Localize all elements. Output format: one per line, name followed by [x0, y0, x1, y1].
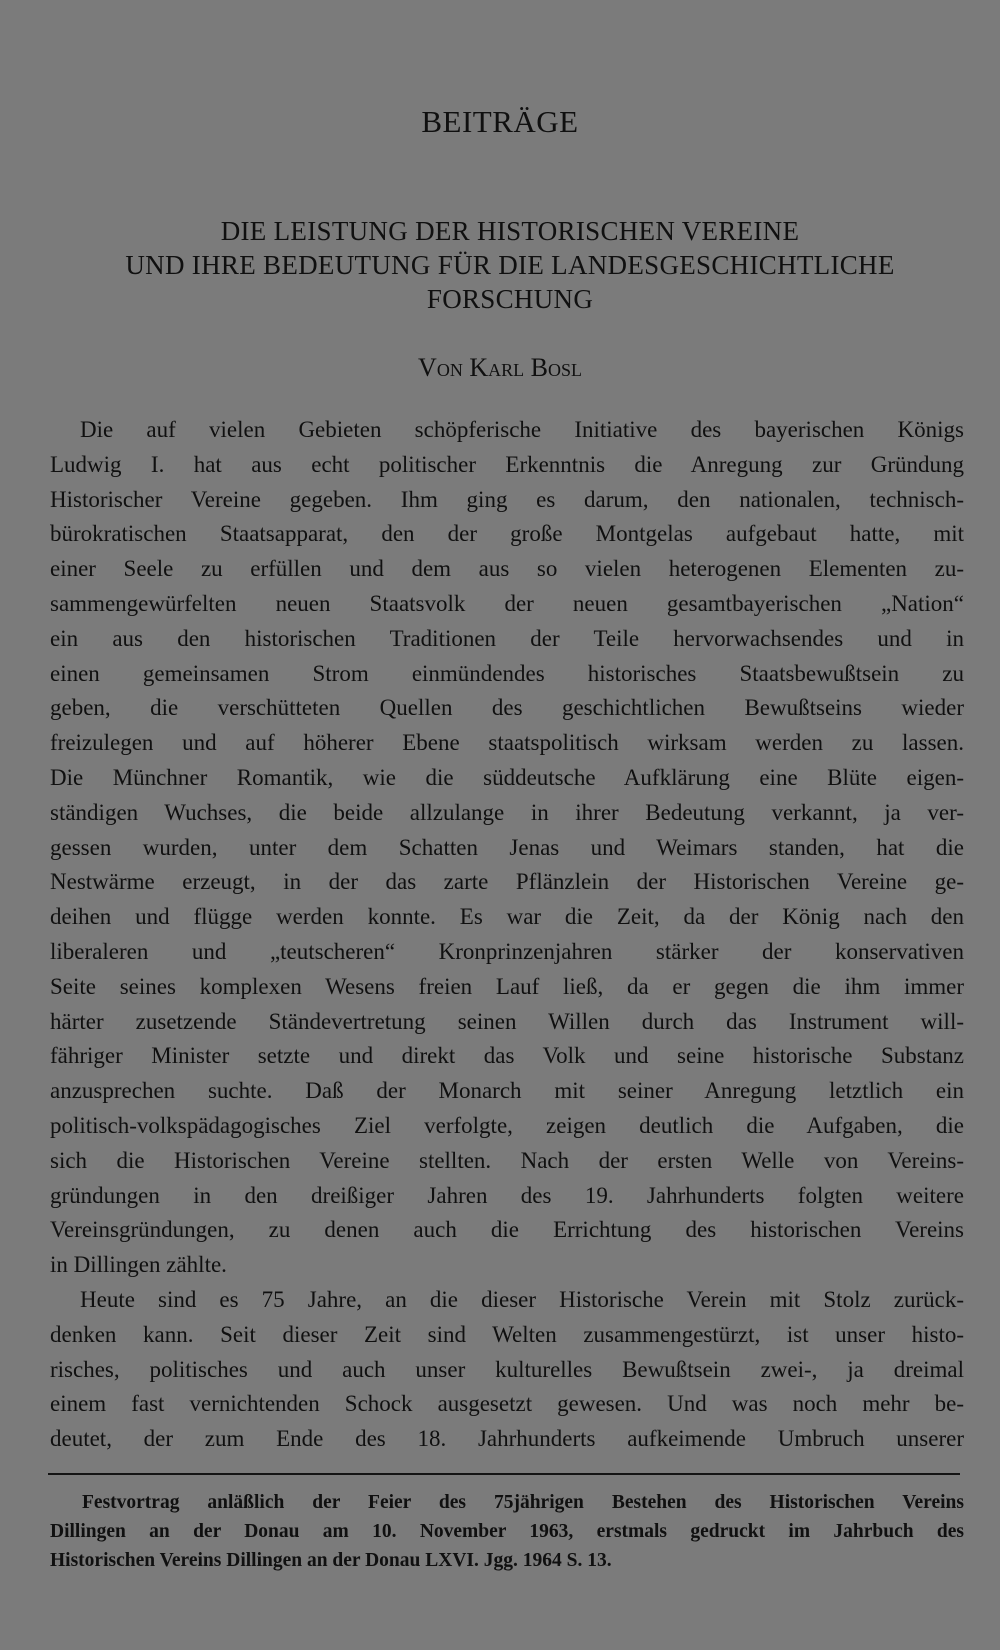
- text-line: gessen wurden, unter dem Schatten Jenas und Weimars standen, hat die: [50, 834, 964, 860]
- text-line: ständigen Wuchses, die beide allzulange in ihrer Bedeutung verkannt, ja ver-: [50, 799, 964, 825]
- text-line: freizulegen und auf höherer Ebene staatspolitisch wirksam werden zu lassen.: [50, 730, 964, 756]
- text-line: politisch-volkspädagogisches Ziel verfolgte, zeigen deutlich die Aufgaben, die: [50, 1112, 964, 1138]
- text-line: deihen und flügge werden konnte. Es war die Zeit, da der König nach den: [50, 904, 964, 930]
- text-line: sich die Historischen Vereine stellten. Nach der ersten Welle von Vereins-: [50, 1147, 964, 1173]
- title-line: UND IHRE BEDEUTUNG FÜR DIE LANDESGESCHICHTLICHE: [125, 250, 895, 280]
- text-line: härter zusetzende Ständevertretung seinen Willen durch das Instrument will-: [50, 1008, 964, 1034]
- text-line: risches, politisches und auch unser kulturelles Bewußtsein zwei-, ja dreimal: [50, 1356, 964, 1382]
- text-line: Heute sind es 75 Jahre, an die dieser Historische Verein mit Stolz zurück-: [80, 1286, 964, 1312]
- footnote-line: Festvortrag anläßlich der Feier des 75jährigen Bestehen des Historischen Vereins: [82, 1492, 964, 1513]
- text-line: einer Seele zu erfüllen und dem aus so vielen heterogenen Elementen zu-: [50, 556, 964, 582]
- text-line: einen gemeinsamen Strom einmündendes historisches Staatsbewußtsein zu: [50, 660, 964, 686]
- text-line: Historischer Vereine gegeben. Ihm ging es darum, den nationalen, technisch-: [50, 486, 964, 512]
- text-line: Nestwärme erzeugt, in der das zarte Pflänzlein der Historischen Vereine ge-: [50, 869, 964, 895]
- text-line: ein aus den historischen Traditionen der Teile hervorwachsendes und in: [50, 625, 964, 651]
- text-line: fähriger Minister setzte und direkt das Volk und seine historische Substanz: [50, 1043, 964, 1069]
- text-line: Vereinsgründungen, zu denen auch die Errichtung des historischen Vereins: [50, 1217, 964, 1243]
- text-line: Die auf vielen Gebieten schöpferische Initiative des bayerischen Königs: [80, 417, 964, 442]
- text-line: Seite seines komplexen Wesens freien Lauf ließ, da er gegen die ihm immer: [50, 973, 964, 999]
- text-line: bürokratischen Staatsapparat, den der große Montgelas aufgebaut hatte, mit: [50, 521, 964, 547]
- article-body: [50, 413, 964, 1457]
- text-line: in Dillingen zählte.: [50, 1252, 227, 1278]
- author-byline: Von Karl Bosl: [418, 353, 582, 382]
- article-title: [40, 214, 980, 316]
- text-line: anzusprechen suchte. Daß der Monarch mit seiner Anregung letztlich ein: [50, 1078, 964, 1104]
- text-line: geben, die verschütteten Quellen des geschichtlichen Bewußtseins wieder: [50, 695, 964, 721]
- footnote-divider: [48, 1473, 960, 1475]
- footnote-line: Historischen Vereins Dillingen an der Donau LXVI. Jgg. 1964 S. 13.: [50, 1550, 612, 1571]
- text-line: gründungen in den dreißiger Jahren des 19. Jahrhunderts folgten weitere: [50, 1182, 964, 1208]
- text-line: liberaleren und „teutscheren“ Kronprinzenjahren stärker der konservativen: [50, 938, 964, 964]
- text-line: Die Münchner Romantik, wie die süddeutsche Aufklärung eine Blüte eigen-: [50, 764, 964, 790]
- text-line: denken kann. Seit dieser Zeit sind Welten zusammengestürzt, ist unser histo-: [50, 1321, 964, 1347]
- title-line: FORSCHUNG: [426, 284, 594, 314]
- text-line: deutet, der zum Ende des 18. Jahrhunderts aufkeimende Umbruch unserer: [50, 1426, 964, 1452]
- title-line: DIE LEISTUNG DER HISTORISCHEN VEREINE: [220, 216, 800, 246]
- text-line: Ludwig I. hat aus echt politischer Erkenntnis die Anregung zur Gründung: [50, 451, 964, 477]
- footnote: [50, 1488, 964, 1575]
- section-heading: BEITRÄGE: [421, 104, 579, 139]
- text-line: einem fast vernichtenden Schock ausgesetzt gewesen. Und was noch mehr be-: [50, 1391, 964, 1417]
- text-line: sammengewürfelten neuen Staatsvolk der neuen gesamtbayerischen „Nation“: [50, 590, 964, 616]
- footnote-line: Dillingen an der Donau am 10. November 1963, erstmals gedruckt im Jahrbuch des: [50, 1521, 964, 1542]
